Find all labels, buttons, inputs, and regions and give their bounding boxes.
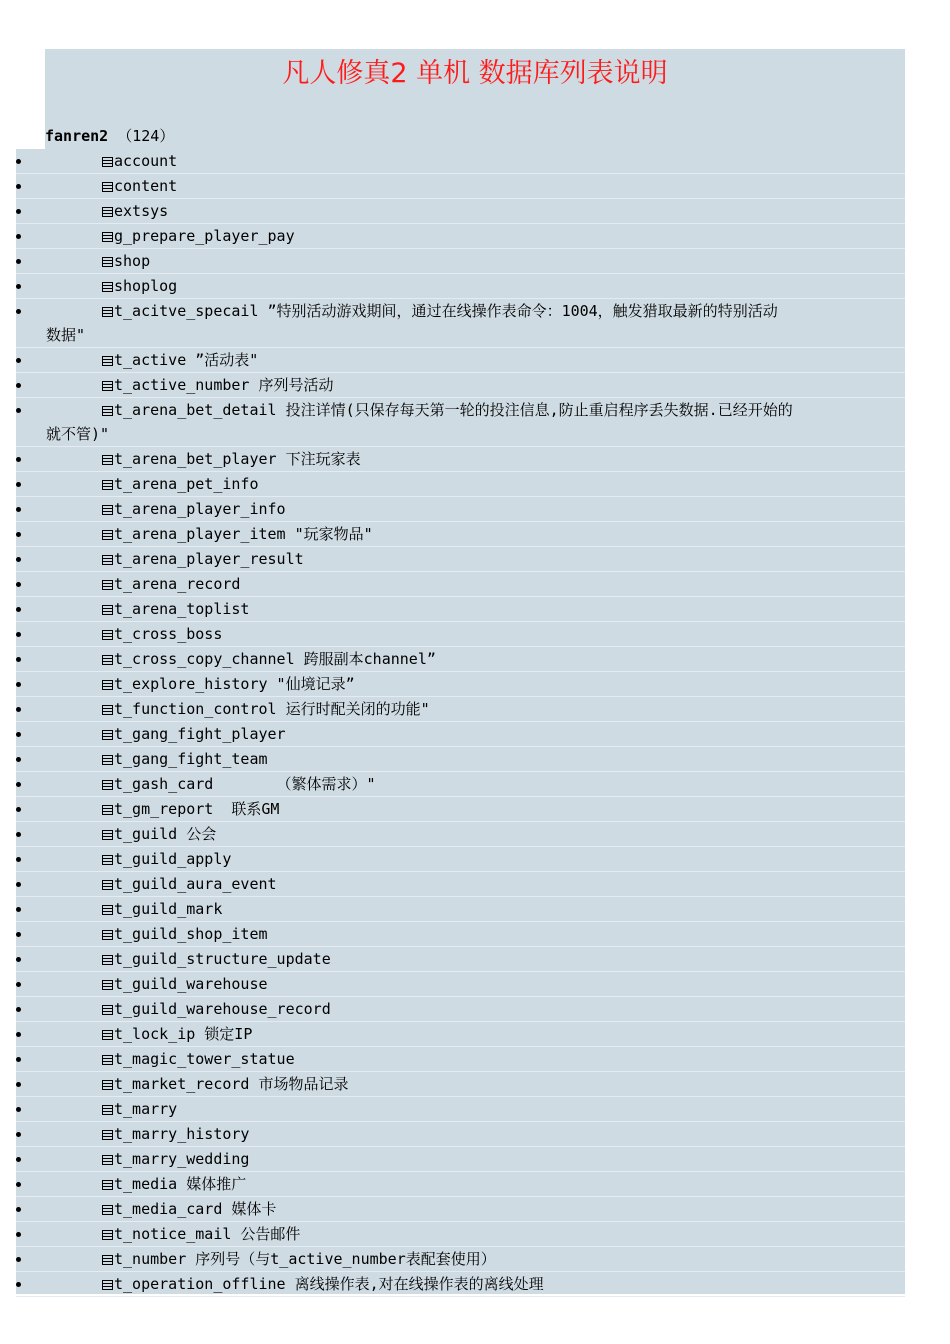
bullet-icon	[16, 682, 21, 687]
table-icon	[102, 1080, 113, 1090]
table-description-continued: 就不管)"	[46, 425, 110, 443]
table-icon	[102, 1230, 113, 1240]
bullet-icon	[16, 707, 21, 712]
bullet-icon	[16, 358, 21, 363]
table-icon	[102, 455, 113, 465]
table-row	[16, 772, 905, 797]
bullet-icon	[16, 582, 21, 587]
table-name: t_media	[114, 1175, 178, 1193]
table-row	[16, 497, 905, 522]
table-name: t_arena_record	[114, 575, 241, 593]
table-name: t_acitve_specail	[114, 302, 259, 320]
bullet-icon	[16, 284, 21, 289]
table-row	[16, 647, 905, 672]
table-name: t_arena_player_result	[114, 550, 304, 568]
table-row	[16, 922, 905, 947]
bullet-icon	[16, 1132, 21, 1137]
table-entry	[16, 572, 905, 596]
table-row	[16, 572, 905, 597]
table-name: t_guild_warehouse_record	[114, 1000, 331, 1018]
table-icon	[102, 655, 113, 665]
table-row	[16, 1147, 905, 1172]
table-entry	[16, 847, 905, 871]
table-row	[16, 797, 905, 822]
table-entry	[16, 299, 905, 323]
table-row	[16, 398, 905, 447]
table-icon	[102, 307, 113, 317]
database-header	[45, 124, 174, 148]
table-icon	[102, 480, 113, 490]
table-name: t_marry_history	[114, 1125, 250, 1143]
bullet-icon	[16, 557, 21, 562]
table-row	[16, 997, 905, 1022]
table-icon	[102, 282, 113, 292]
table-name: t_operation_offline	[114, 1275, 286, 1293]
bullet-icon	[16, 1282, 21, 1287]
table-description: 公告邮件	[231, 1225, 301, 1243]
bullet-icon	[16, 1207, 21, 1212]
table-icon	[102, 530, 113, 540]
table-entry	[16, 647, 905, 671]
table-entry	[16, 1222, 905, 1246]
table-row	[16, 822, 905, 847]
table-icon	[102, 232, 113, 242]
database-name: fanren2	[45, 127, 109, 145]
table-description: 离线操作表,对在线操作表的离线处理	[285, 1275, 544, 1293]
table-description: 下注玩家表	[276, 450, 361, 468]
table-row	[16, 1072, 905, 1097]
table-entry	[16, 972, 905, 996]
bullet-icon	[16, 532, 21, 537]
table-name: t_guild_mark	[114, 900, 223, 918]
table-entry	[16, 149, 905, 173]
table-name: shop	[114, 252, 151, 270]
table-icon	[102, 257, 113, 267]
table-name: t_market_record	[114, 1075, 250, 1093]
table-icon	[102, 780, 113, 790]
table-icon	[102, 1030, 113, 1040]
table-row	[16, 299, 905, 348]
bullet-icon	[16, 932, 21, 937]
table-entry	[16, 1272, 905, 1296]
table-row	[16, 447, 905, 472]
bullet-icon	[16, 234, 21, 239]
table-name: t_gm_report	[114, 800, 214, 818]
table-entry	[16, 249, 905, 273]
table-row	[16, 249, 905, 274]
table-row	[16, 472, 905, 497]
table-entry	[16, 348, 905, 372]
table-name: shoplog	[114, 277, 178, 295]
table-icon	[102, 705, 113, 715]
bullet-icon	[16, 1082, 21, 1087]
table-row	[16, 1022, 905, 1047]
table-name: t_marry	[114, 1100, 178, 1118]
bullet-icon	[16, 607, 21, 612]
table-name: t_cross_boss	[114, 625, 223, 643]
table-entry	[16, 1172, 905, 1196]
table-name: t_media_card	[114, 1200, 223, 1218]
bullet-icon	[16, 657, 21, 662]
bullet-icon	[16, 1107, 21, 1112]
table-entry	[16, 1097, 905, 1121]
table-name: t_active	[114, 351, 187, 369]
bullet-icon	[16, 309, 21, 314]
table-icon	[102, 830, 113, 840]
table-row	[16, 622, 905, 647]
table-name: t_gang_fight_player	[114, 725, 286, 743]
table-row	[16, 547, 905, 572]
table-icon	[102, 930, 113, 940]
bullet-icon	[16, 807, 21, 812]
table-description: （繁体需求）"	[213, 775, 376, 793]
table-description: 序列号活动	[249, 376, 334, 394]
table-icon	[102, 1280, 113, 1290]
table-name: t_cross_copy_channel	[114, 650, 295, 668]
table-entry	[16, 922, 905, 946]
table-icon	[102, 1055, 113, 1065]
table-name: t_gash_card	[114, 775, 214, 793]
table-entry	[16, 797, 905, 821]
table-icon	[102, 805, 113, 815]
table-entry	[16, 199, 905, 223]
table-icon	[102, 1155, 113, 1165]
table-row	[16, 747, 905, 772]
table-icon	[102, 1205, 113, 1215]
table-row	[16, 1047, 905, 1072]
bullet-icon	[16, 1232, 21, 1237]
table-name: t_guild_apply	[114, 850, 232, 868]
table-description: 序列号（与t_active_number表配套使用）	[186, 1250, 496, 1268]
table-row	[16, 1272, 905, 1297]
table-name: t_arena_bet_player	[114, 450, 277, 468]
table-entry	[16, 997, 905, 1021]
bullet-icon	[16, 857, 21, 862]
table-entry	[16, 472, 905, 496]
table-row	[16, 149, 905, 174]
table-entry	[16, 522, 905, 546]
table-entry	[16, 897, 905, 921]
table-row	[16, 224, 905, 249]
table-row	[16, 1122, 905, 1147]
bullet-icon	[16, 982, 21, 987]
table-row	[16, 1222, 905, 1247]
table-entry	[16, 747, 905, 771]
bullet-icon	[16, 757, 21, 762]
table-icon	[102, 182, 113, 192]
table-entry	[16, 772, 905, 796]
table-icon	[102, 505, 113, 515]
table-icon	[102, 406, 113, 416]
table-row	[16, 872, 905, 897]
table-icon	[102, 605, 113, 615]
bullet-icon	[16, 1157, 21, 1162]
table-entry	[16, 1122, 905, 1146]
table-name: t_marry_wedding	[114, 1150, 250, 1168]
bullet-icon	[16, 1007, 21, 1012]
table-icon	[102, 1005, 113, 1015]
table-name: t_guild_shop_item	[114, 925, 268, 943]
table-entry	[16, 597, 905, 621]
table-description: 投注详情(只保存每天第一轮的投注信息,防止重启程序丢失数据.已经开始的	[276, 401, 793, 419]
table-name: t_function_control	[114, 700, 277, 718]
table-entry	[16, 398, 905, 422]
table-name: g_prepare_player_pay	[114, 227, 295, 245]
bullet-icon	[16, 383, 21, 388]
table-icon	[102, 880, 113, 890]
table-name: t_guild_warehouse	[114, 975, 268, 993]
table-icon	[102, 755, 113, 765]
table-entry	[16, 822, 905, 846]
table-icon	[102, 980, 113, 990]
table-count: （124）	[117, 127, 175, 145]
bullet-icon	[16, 882, 21, 887]
table-row	[16, 672, 905, 697]
table-description: 公会	[177, 825, 217, 843]
table-name: t_guild	[114, 825, 178, 843]
bullet-icon	[16, 482, 21, 487]
table-row	[16, 348, 905, 373]
table-entry	[16, 622, 905, 646]
table-name: t_guild_structure_update	[114, 950, 331, 968]
table-name: t_notice_mail	[114, 1225, 232, 1243]
table-entry	[16, 1197, 905, 1221]
bullet-icon	[16, 1257, 21, 1262]
table-icon	[102, 1130, 113, 1140]
bullet-icon	[16, 957, 21, 962]
table-name: t_magic_tower_statue	[114, 1050, 295, 1068]
table-icon	[102, 1255, 113, 1265]
table-entry	[16, 1147, 905, 1171]
bullet-icon	[16, 507, 21, 512]
table-entry	[16, 1247, 905, 1271]
table-description: 媒体推广	[177, 1175, 247, 1193]
table-icon	[102, 157, 113, 167]
table-name: content	[114, 177, 178, 195]
bullet-icon	[16, 457, 21, 462]
table-icon	[102, 207, 113, 217]
table-list	[16, 149, 905, 1297]
table-icon	[102, 1105, 113, 1115]
bullet-icon	[16, 408, 21, 413]
table-entry	[16, 872, 905, 896]
table-icon	[102, 630, 113, 640]
table-description-continued: 数据"	[46, 326, 86, 344]
table-row	[16, 174, 905, 199]
table-description: 市场物品记录	[249, 1075, 349, 1093]
table-name: t_number	[114, 1250, 187, 1268]
table-name: extsys	[114, 202, 169, 220]
table-entry	[16, 722, 905, 746]
table-row	[16, 1197, 905, 1222]
table-entry	[16, 1072, 905, 1096]
table-row	[16, 972, 905, 997]
table-icon	[102, 955, 113, 965]
table-entry	[16, 274, 905, 298]
table-entry	[16, 1047, 905, 1071]
bullet-icon	[16, 1182, 21, 1187]
table-entry	[16, 547, 905, 571]
table-icon	[102, 905, 113, 915]
table-name: t_arena_player_info	[114, 500, 286, 518]
table-entry	[16, 947, 905, 971]
table-description: 联系GM	[213, 800, 280, 818]
table-icon	[102, 855, 113, 865]
table-description: "仙境记录”	[267, 675, 355, 693]
table-row	[16, 373, 905, 398]
table-row	[16, 522, 905, 547]
table-description: ”特别活动游戏期间，通过在线操作表命令：1004，触发猎取最新的特别活动	[258, 302, 778, 320]
table-icon	[102, 730, 113, 740]
table-row	[16, 1172, 905, 1197]
table-name: t_arena_pet_info	[114, 475, 259, 493]
table-name: t_arena_bet_detail	[114, 401, 277, 419]
table-entry	[16, 447, 905, 471]
bullet-icon	[16, 259, 21, 264]
table-row	[16, 1247, 905, 1272]
table-name: t_explore_history	[114, 675, 268, 693]
table-description: 锁定IP	[195, 1025, 253, 1043]
table-description: ”活动表"	[186, 351, 259, 369]
table-icon	[102, 356, 113, 366]
bullet-icon	[16, 907, 21, 912]
table-name: t_guild_aura_event	[114, 875, 277, 893]
table-row	[16, 947, 905, 972]
table-row	[16, 722, 905, 747]
table-entry	[16, 1022, 905, 1046]
bullet-icon	[16, 832, 21, 837]
table-row	[16, 1097, 905, 1122]
table-row	[16, 897, 905, 922]
bullet-icon	[16, 1057, 21, 1062]
bullet-icon	[16, 184, 21, 189]
table-row	[16, 597, 905, 622]
table-name: account	[114, 152, 178, 170]
table-icon	[102, 680, 113, 690]
table-entry	[16, 497, 905, 521]
bullet-icon	[16, 159, 21, 164]
table-entry	[16, 224, 905, 248]
table-entry	[16, 373, 905, 397]
table-row	[16, 199, 905, 224]
table-description: 媒体卡	[222, 1200, 277, 1218]
table-entry	[16, 174, 905, 198]
bullet-icon	[16, 632, 21, 637]
table-description: 运行时配关闭的功能"	[276, 700, 430, 718]
page-title: 凡人修真2 单机 数据库列表说明	[282, 58, 668, 89]
table-name: t_active_number	[114, 376, 250, 394]
table-row	[16, 847, 905, 872]
table-icon	[102, 381, 113, 391]
table-name: t_arena_toplist	[114, 600, 250, 618]
table-row	[16, 274, 905, 299]
table-entry	[16, 697, 905, 721]
table-entry	[16, 672, 905, 696]
table-name: t_gang_fight_team	[114, 750, 268, 768]
table-row	[16, 697, 905, 722]
table-description: 跨服副本channel”	[294, 650, 436, 668]
bullet-icon	[16, 782, 21, 787]
table-icon	[102, 555, 113, 565]
bullet-icon	[16, 209, 21, 214]
table-icon	[102, 580, 113, 590]
table-icon	[102, 1180, 113, 1190]
table-name: t_arena_player_item	[114, 525, 286, 543]
table-name: t_lock_ip	[114, 1025, 196, 1043]
table-description: "玩家物品"	[285, 525, 373, 543]
bullet-icon	[16, 732, 21, 737]
bullet-icon	[16, 1032, 21, 1037]
